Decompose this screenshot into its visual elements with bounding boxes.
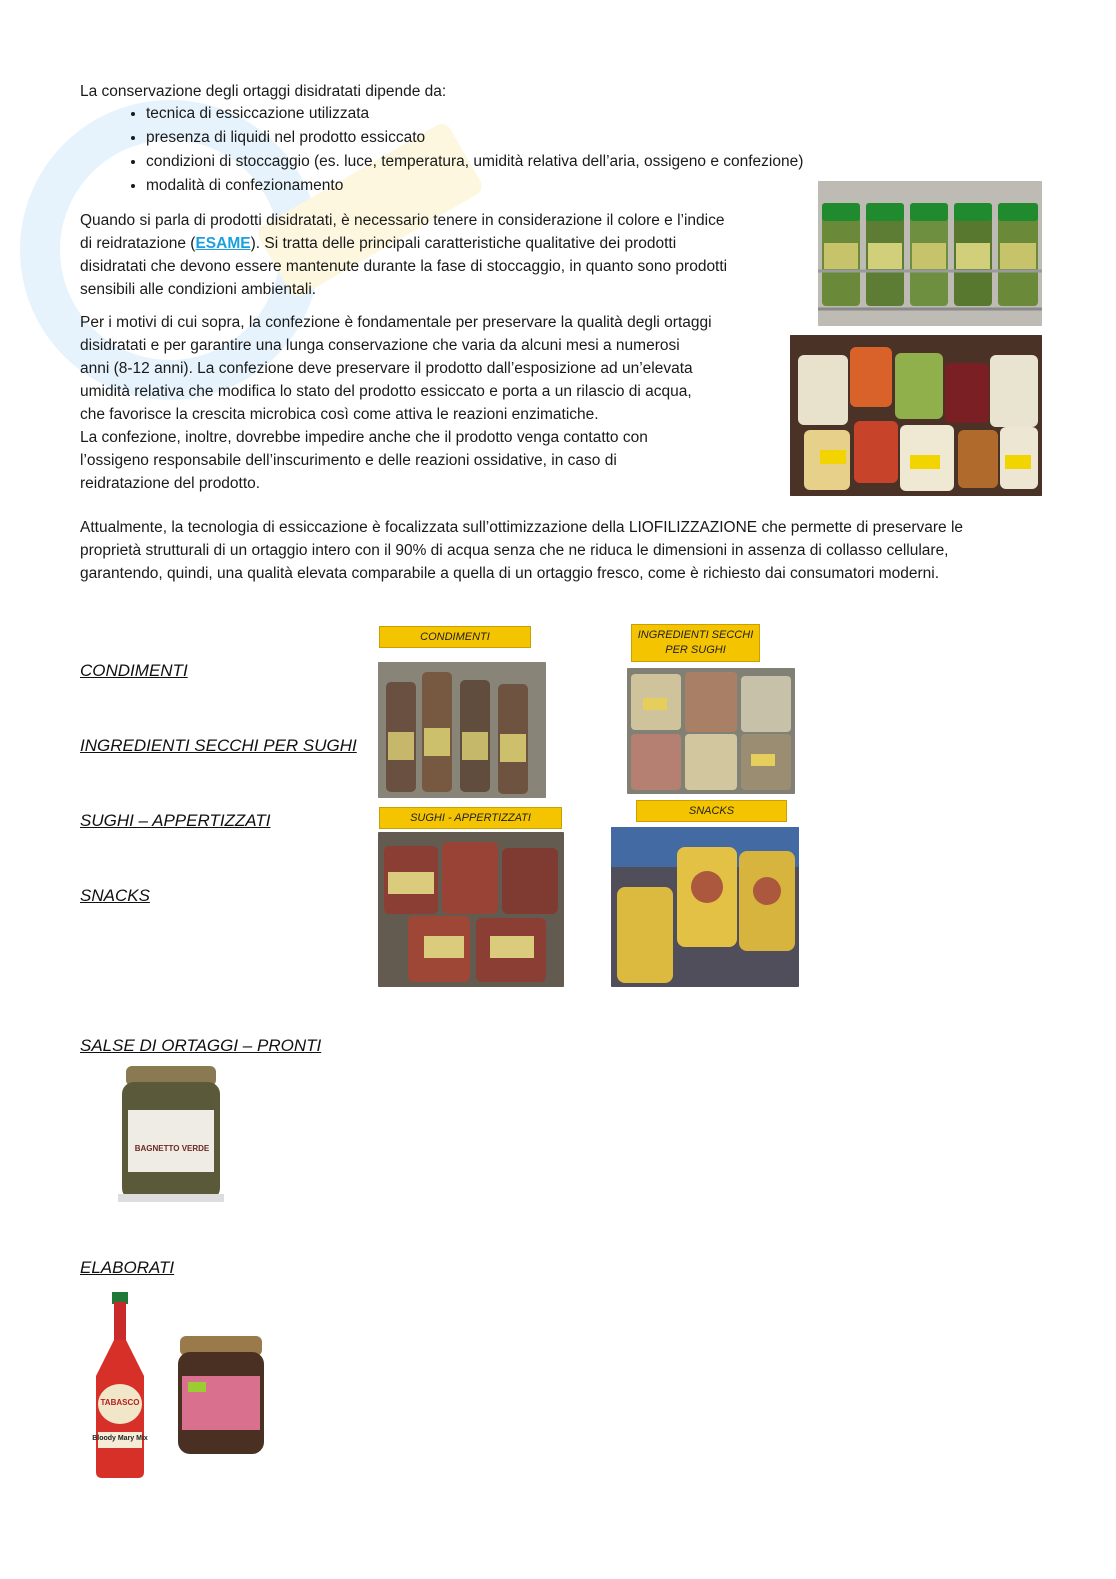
label-line: PER SUGHI (665, 644, 726, 656)
label-snacks: SNACKS (636, 800, 787, 822)
label-line: INGREDIENTI SECCHI (637, 629, 754, 641)
para-line: proprietà strutturali di un ortaggio intero con il 90% di acqua senza che ne riduca le dimensioni in assenza di collasso cellulare, (80, 542, 949, 559)
para-line: Per i motivi di cui sopra, la confezione è fondamentale per preservare la qualità degli ortaggi (80, 314, 712, 331)
tabasco-bottle (90, 1292, 150, 1480)
para-line: garantendo, quindi, una qualità elevata comparabile a quella di un ortaggio fresco, come è richiesto dai consumatori moderni. (80, 565, 940, 582)
intro-lead: La conservazione degli ortaggi disidratati dipende da: (80, 83, 447, 100)
para-line: disidratati e per garantire una lunga conservazione che varia da alcuni mesi a numerosi (80, 337, 680, 354)
heading-ingredienti: INGREDIENTI SECCHI PER SUGHI (80, 736, 357, 755)
bagnetto-verde-jar (118, 1066, 224, 1202)
label-sughi: SUGHI - APPERTIZZATI (379, 807, 562, 829)
para-line: La confezione, inoltre, dovrebbe impedire anche che il prodotto venga contatto con (80, 429, 648, 446)
para-line: anni (8-12 anni). La confezione deve preservare il prodotto dall’esposizione ad un’elevata (80, 360, 693, 377)
snacks-photo (611, 827, 799, 987)
para-line: che favorisce la crescita microbica così come attiva le reazioni enzimatiche. (80, 406, 599, 423)
para-line: sensibili alle condizioni ambientali. (80, 281, 317, 298)
tabasco-label: TABASCO (100, 1398, 140, 1407)
heading-sughi: SUGHI – APPERTIZZATI (80, 811, 271, 830)
para-fragment: di reidratazione ( (80, 235, 196, 252)
para-line (80, 232, 810, 255)
label-condimenti: CONDIMENTI (379, 626, 531, 648)
confettura-jar (176, 1336, 266, 1456)
paragraph-packaging (80, 311, 780, 495)
heading-salse: SALSE DI ORTAGGI – PRONTI (80, 1036, 322, 1055)
heading-snacks: SNACKS (80, 886, 150, 905)
para-line: l’ossigeno responsabile dell’inscurimento e delle reazioni ossidative, in caso di (80, 452, 617, 469)
para-line: reidratazione del prodotto. (80, 475, 261, 492)
para-line: Quando si parla di prodotti disidratati, è necessario tenere in considerazione il colore e l’indice (80, 212, 725, 229)
label-ingredienti (631, 624, 760, 662)
esame-link[interactable]: ESAME (195, 235, 251, 252)
bloody-mary-label: Bloody Mary Mix (92, 1435, 148, 1442)
bagnetto-label: BAGNETTO VERDE (134, 1144, 210, 1153)
paragraph-lyophilization (80, 516, 1060, 585)
para-line: Attualmente, la tecnologia di essiccazione è focalizzata sull’ottimizzazione della LIOFILIZZAZIONE che permette di preservare le (80, 519, 964, 536)
list-item: • presenza di liquidi nel prodotto essiccato (146, 126, 926, 150)
mixed-jars-photo (790, 335, 1042, 496)
paragraph-quality (80, 209, 810, 301)
sughi-photo (378, 832, 564, 987)
list-item: • condizioni di stoccaggio (es. luce, temperatura, umidità relativa dell’aria, ossigeno e confezione) (146, 150, 926, 174)
para-fragment: ). Si tratta delle principali caratteristiche qualitative dei prodotti (250, 235, 677, 252)
para-line: umidità relativa che modifica lo stato del prodotto essiccato e porta a un rilascio di acqua, (80, 383, 692, 400)
ingredienti-photo (627, 668, 795, 794)
condimenti-photo (378, 662, 546, 798)
heading-elaborati: ELABORATI (80, 1258, 175, 1277)
list-item: • tecnica di essiccazione utilizzata (146, 102, 926, 126)
spice-jars-photo (818, 181, 1042, 326)
conservation-factors-list (110, 102, 926, 198)
heading-condimenti: CONDIMENTI (80, 661, 188, 680)
para-line: disidratati che devono essere mantenute durante la fase di stoccaggio, in quanto sono prodotti (80, 258, 728, 275)
list-item: • modalità di confezionamento (146, 174, 926, 198)
